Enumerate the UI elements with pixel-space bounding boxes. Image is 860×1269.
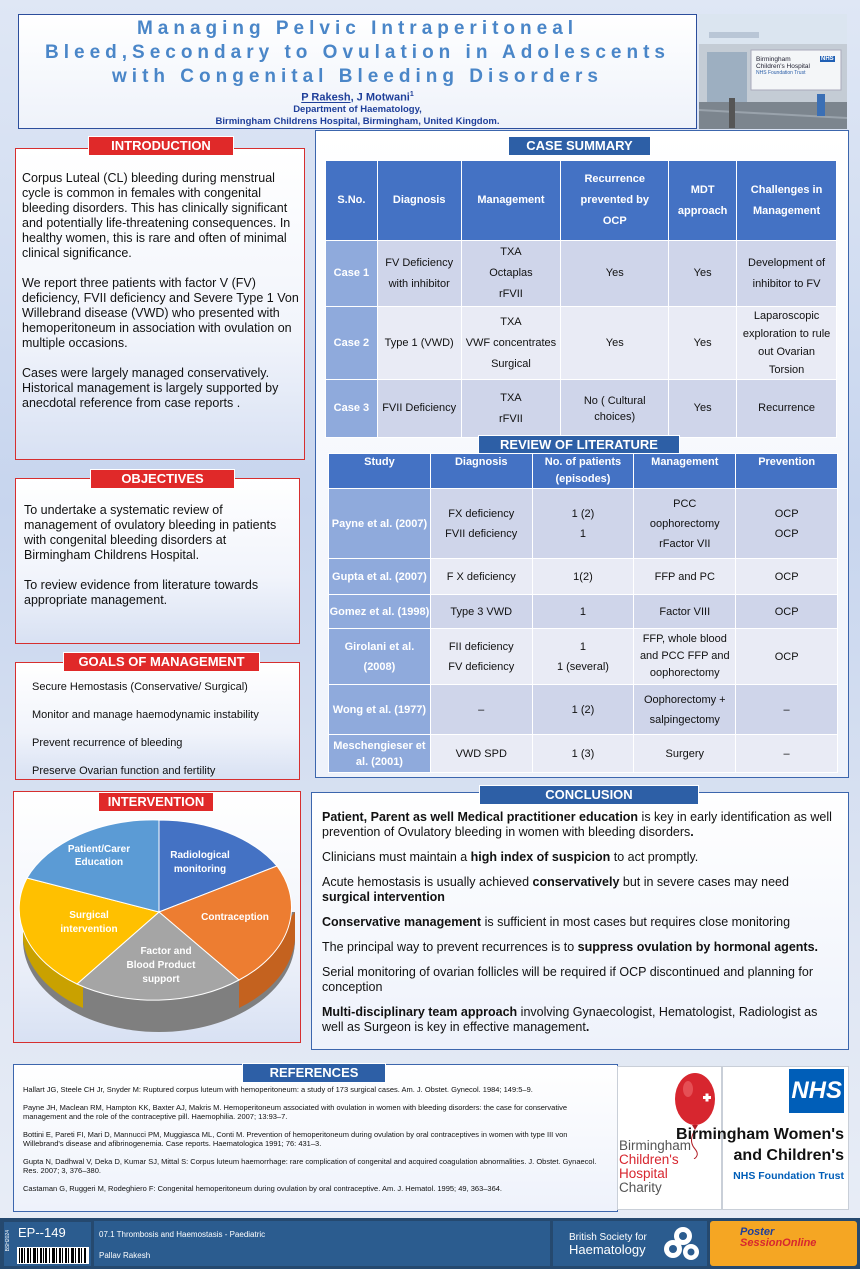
column-header: Management — [461, 161, 561, 241]
study-name: Girolani et al. (2008) — [329, 629, 431, 685]
references-list — [23, 1085, 608, 1201]
patients-item: 1 (several) — [556, 660, 609, 673]
case-challenges: Recurrence — [737, 380, 837, 438]
case-recurrence: No ( Cultural choices) — [561, 380, 669, 438]
intervention-pie-chart — [13, 808, 301, 1040]
objectives-text — [24, 503, 296, 623]
goals-list — [16, 673, 299, 785]
blood-cells-icon — [661, 1225, 701, 1263]
case-diagnosis: Type 1 (VWD) — [377, 307, 461, 380]
study-management: Factor VIII — [634, 595, 736, 629]
case-recurrence: Yes — [561, 241, 669, 307]
column-header: Diagnosis — [377, 161, 461, 241]
management-item: TXA — [500, 391, 522, 404]
table-row — [326, 307, 837, 380]
study-patients: 1 (2) — [532, 685, 634, 735]
study-diagnosis: – — [430, 685, 532, 735]
diagnosis-item: FX deficiency — [448, 507, 515, 520]
poster-id: EP--149 — [18, 1225, 66, 1240]
patients-item: 1 — [579, 640, 587, 653]
table-row — [329, 489, 838, 559]
study-diagnosis — [430, 629, 532, 685]
case-challenges: Development of inhibitor to FV — [737, 241, 837, 307]
poster-header — [18, 14, 697, 129]
patients-item: 1 — [579, 527, 587, 540]
photo-sign-trust: NHS Foundation Trust — [756, 70, 806, 76]
study-name: Gupta et al. (2007) — [329, 559, 431, 595]
study-patients — [532, 489, 634, 559]
table-row — [329, 595, 838, 629]
references-panel — [13, 1064, 618, 1212]
table-header-row — [326, 161, 837, 241]
author-list — [19, 91, 696, 104]
management-item: Surgical — [491, 357, 531, 370]
conclusion-heading: CONCLUSION — [479, 785, 699, 805]
study-patients: 1(2) — [532, 559, 634, 595]
goals-heading: GOALS OF MANAGEMENT — [63, 652, 260, 672]
reference-item: Bottini E, Pareti FI, Mari D, Mannucci PM, Muggiasca ML, Conti M. Prevention of hemoperitoneum during ovulation by oral contraceptives in women with type III von Willebrand's disease and afibrinogenemia. Case reports. Haematologica 1991; 76: 431–3. — [23, 1129, 568, 1148]
conclusion-paragraph — [322, 850, 840, 865]
column-header: Prevention — [736, 454, 838, 489]
literature-heading: REVIEW OF LITERATURE — [478, 435, 680, 455]
table-row — [326, 380, 837, 438]
case-mdt: Yes — [669, 380, 737, 438]
goal-item: Prevent recurrence of bleeding — [32, 737, 183, 749]
column-header: Recurrence prevented by OCP — [561, 161, 669, 241]
emphasis-text: . — [690, 825, 694, 839]
case-summary-heading: CASE SUMMARY — [508, 136, 651, 156]
study-diagnosis — [430, 489, 532, 559]
case-diagnosis: FVII Deficiency — [377, 380, 461, 438]
table-row — [329, 735, 838, 773]
poster-title — [19, 17, 696, 89]
trust-line-2: and Children's — [733, 1147, 844, 1164]
nhs-logo-badge: NHS — [789, 1069, 844, 1113]
bsh-logo — [553, 1221, 707, 1266]
poster-id-block — [4, 1222, 91, 1266]
study-diagnosis: Type 3 VWD — [430, 595, 532, 629]
study-management: Oophorectomy + salpingectomy — [634, 685, 736, 735]
author-secondary: , J Motwani — [350, 91, 410, 104]
emphasis-text: high index of suspicion — [470, 850, 611, 864]
presenter-name: Pallav Rakesh — [99, 1251, 151, 1260]
case-challenges: Laparoscopic exploration to rule out Ovarian Torsion — [737, 307, 837, 380]
reference-item: Hallart JG, Steele CH Jr, Snyder M: Ruptured corpus luteum with hemoperitoneum: a study of 173 surgical cases. Am. J. Obstet. Gynecol. 1984; 149:5–9. — [23, 1085, 533, 1094]
photo-sign — [756, 56, 810, 77]
body-text: is sufficient in most cases but requires close monitoring — [481, 915, 791, 929]
conclusion-panel — [311, 792, 849, 1050]
introduction-paragraph: Cases were largely managed conservatively. Historical management is largely supported by anecdotal reference from case reports . — [22, 366, 279, 410]
management-item: VWF concentrates — [465, 336, 557, 349]
study-name: Gomez et al. (1998) — [329, 595, 431, 629]
pso-line-1: Poster — [740, 1226, 775, 1238]
emphasis-text: conservatively — [532, 875, 620, 889]
hospital-photo — [699, 14, 847, 129]
introduction-text — [22, 171, 302, 426]
objectives-paragraph: To review evidence from literature towards appropriate management. — [24, 578, 259, 607]
case-mdt: Yes — [669, 307, 737, 380]
diagnosis-item: FV deficiency — [448, 660, 515, 673]
pso-logo-text — [740, 1227, 816, 1249]
study-management: Surgery — [634, 735, 736, 773]
column-header: Management — [634, 454, 736, 489]
study-patients: 1 (3) — [532, 735, 634, 773]
reference-item: Payne JH, Maclean RM, Hampton KK, Baxter AJ, Makris M. Hemoperitoneum associated with ovulation in women with bleeding disorders: the case for conservative management and the role of the contraceptive pill. Haemophilia. 2007; 13:93–7. — [23, 1102, 567, 1121]
body-text: The principal way to prevent recurrences is to — [322, 940, 578, 954]
photo-nhs-badge: NHS — [821, 56, 834, 62]
body-text: Acute hemostasis is usually achieved — [322, 875, 533, 889]
slice-label-surgical: Surgical — [69, 910, 109, 921]
photo-sign-line-2: Children's Hospital — [756, 63, 810, 70]
study-prevention: OCP — [736, 595, 838, 629]
institution: Birmingham Childrens Hospital, Birmingham, United Kingdom. — [215, 115, 500, 127]
table-row — [329, 559, 838, 595]
case-summary-table — [325, 160, 837, 438]
column-header: Challenges in Management — [737, 161, 837, 241]
study-patients — [532, 629, 634, 685]
photo-sign-line-1: Birmingham — [756, 56, 791, 63]
conclusion-paragraph — [322, 1005, 840, 1035]
conclusion-text — [322, 810, 840, 1045]
body-text: involving Gynaecologist, Hematologist, Radiologist as well as Surgeon is key in effective management — [322, 1005, 818, 1034]
case-management — [461, 307, 561, 380]
study-management: PCC oophorectomy rFactor VII — [634, 489, 736, 559]
body-text: but in severe cases may need — [619, 875, 789, 889]
slice-label-patient-education: Patient/Carer — [67, 844, 131, 855]
charity-line-1: Birmingham — [619, 1138, 692, 1153]
reference-item: Castaman G, Ruggeri M, Rodeghiero F: Congenital hemoperitoneum during ovulation by oral contraceptive. Am. J. Hematol. 1995; 49, 363–364. — [23, 1183, 503, 1193]
nhs-trust-logo — [676, 1066, 849, 1210]
introduction-paragraph: Corpus Luteal (CL) bleeding during menstrual cycle is common in females with congenital bleeding disorders. This has clinically significant and potentially life-threatening consequences. In healthy women, this is rare and often of minimal clinical significance. — [22, 171, 291, 260]
goal-item: Secure Hemostasis (Conservative/ Surgical) — [32, 681, 248, 693]
emphasis-text: . — [585, 1020, 590, 1034]
study-diagnosis: F X deficiency — [430, 559, 532, 595]
body-text: to act promptly. — [610, 850, 699, 864]
patients-item: 1 (2) — [571, 507, 595, 520]
emphasis-text: surgical intervention — [322, 890, 445, 904]
case-management — [461, 241, 561, 307]
study-name: Meschengieser et al. (2001) — [329, 735, 431, 773]
conclusion-paragraph — [322, 940, 840, 955]
table-row — [329, 629, 838, 685]
management-item: Octaplas — [489, 267, 533, 279]
references-heading: REFERENCES — [242, 1063, 386, 1083]
column-header: MDT approach — [669, 161, 737, 241]
session-title: 07.1 Thrombosis and Haemostasis - Paediatric — [99, 1230, 266, 1239]
table-row — [326, 241, 837, 307]
department: Department of Haematology, — [293, 103, 422, 115]
title-line-1: Managing Pelvic Intraperitoneal — [136, 18, 579, 39]
trust-line-1: Birmingham Women's — [676, 1126, 844, 1143]
emphasis-text: Conservative management — [322, 915, 482, 929]
bsh-logo-text — [569, 1232, 647, 1256]
goals-panel — [15, 662, 300, 780]
introduction-paragraph: We report three patients with factor V (FV) deficiency, FVII deficiency and Severe Type 1 Von Willebrand disease (VWD) who presented with hemoperitoneum in association with ovulation on multiple occasions. — [22, 276, 299, 350]
conclusion-paragraph — [322, 810, 840, 840]
pso-line-2: SessionOnline — [740, 1237, 817, 1249]
reference-item: Gupta N, Dadhwal V, Deka D, Kumar SJ, Mittal S: Corpus luteum haemorrhage: rare complication of congenital and acquired coagulation abnormalities. J. Obstet. Gynaecol. Res. 2007; 3, 376–380. — [23, 1156, 597, 1175]
author-affiliation-mark: 1 — [409, 91, 414, 98]
author-primary: P Rakesh — [301, 91, 351, 104]
slice-label-radiological: Radiological — [170, 850, 230, 861]
management-item: TXA — [500, 315, 522, 328]
conclusion-paragraph — [322, 965, 840, 995]
objectives-paragraph: To undertake a systematic review of management of ovulatory bleeding in patients with congenital bleeding disorders at Birmingham Childrens Hospital. — [24, 503, 277, 562]
column-header: No. of patients (episodes) — [532, 454, 634, 489]
slice-label-surgical-2: intervention — [60, 924, 118, 935]
charity-line-3: Charity — [619, 1180, 662, 1195]
slice-label-factor-2: Blood Product — [126, 960, 196, 971]
bsh-line-1: British Society for — [569, 1232, 647, 1243]
objectives-panel — [15, 478, 300, 644]
diagnosis-item: FII deficiency — [448, 640, 514, 653]
session-block — [94, 1221, 550, 1266]
management-item: TXA — [500, 246, 522, 258]
poster-side-code: BSH2024 — [5, 1230, 11, 1252]
intervention-heading: INTERVENTION — [98, 792, 214, 812]
study-prevention: – — [736, 685, 838, 735]
study-diagnosis: VWD SPD — [430, 735, 532, 773]
study-prevention: – — [736, 735, 838, 773]
literature-table — [328, 453, 838, 773]
study-name: Payne et al. (2007) — [329, 489, 431, 559]
poster-session-online-logo — [710, 1221, 857, 1266]
study-management: FFP, whole blood and PCC FFP and oophorectomy — [634, 629, 736, 685]
case-mdt: Yes — [669, 241, 737, 307]
table-header-row — [329, 454, 838, 489]
barcode-icon — [17, 1247, 89, 1264]
study-prevention: OCP — [736, 559, 838, 595]
column-header: Study — [329, 454, 431, 489]
study-patients: 1 — [532, 595, 634, 629]
objectives-heading: OBJECTIVES — [90, 469, 235, 489]
introduction-heading: INTRODUCTION — [88, 136, 234, 156]
column-header: Diagnosis — [430, 454, 532, 489]
table-row — [329, 685, 838, 735]
column-header: S.No. — [326, 161, 378, 241]
body-text: is key in early identification as well prevention of Ovulatory bleeding in women with bleeding disorders — [322, 810, 832, 839]
case-id: Case 1 — [326, 241, 378, 307]
trust-line-3: NHS Foundation Trust — [733, 1170, 844, 1182]
case-diagnosis: FV Deficiency with inhibitor — [377, 241, 461, 307]
case-management — [461, 380, 561, 438]
prevention-item: OCP — [774, 527, 799, 540]
diagnosis-item: FVII deficiency — [445, 527, 518, 540]
case-id: Case 3 — [326, 380, 378, 438]
emphasis-text: suppress ovulation by hormonal agents. — [577, 940, 818, 954]
management-item: rFVII — [499, 412, 523, 425]
study-name: Wong et al. (1977) — [329, 685, 431, 735]
study-prevention: OCP — [736, 629, 838, 685]
emphasis-text: Patient, Parent as well Medical practitioner education — [322, 810, 639, 824]
prevention-item: OCP — [774, 507, 799, 520]
slice-label-patient-education-2: Education — [74, 857, 124, 868]
conclusion-paragraph — [322, 875, 840, 905]
charity-line-2: Children's Hospital — [619, 1152, 679, 1181]
study-management: FFP and PC — [634, 559, 736, 595]
conclusion-paragraph — [322, 915, 840, 930]
case-id: Case 2 — [326, 307, 378, 380]
slice-label-contraception: Contraception — [201, 912, 269, 923]
slice-label-radiological-2: monitoring — [173, 864, 227, 875]
goal-item: Monitor and manage haemodynamic instability — [32, 709, 259, 721]
study-prevention — [736, 489, 838, 559]
management-item: rFVII — [499, 288, 523, 300]
nhs-trust-text — [676, 1124, 844, 1187]
emphasis-text: Multi-disciplinary team approach — [322, 1005, 518, 1019]
case-recurrence: Yes — [561, 307, 669, 380]
slice-label-factor: Factor and — [140, 946, 192, 957]
body-text: Serial monitoring of ovarian follicles will be required if OCP discontinued and planning for conception — [322, 965, 814, 994]
goal-item: Preserve Ovarian function and fertility — [32, 765, 216, 777]
body-text: Clinicians must maintain a — [322, 850, 471, 864]
title-line-3: with Congenital Bleeding Disorders — [112, 66, 603, 87]
introduction-panel — [15, 148, 305, 460]
slice-label-factor-3: support — [142, 974, 180, 985]
title-line-2: Bleed,Secondary to Ovulation in Adolescents — [45, 42, 670, 63]
poster-footer — [0, 1218, 860, 1269]
bsh-line-2: Haematology — [569, 1242, 646, 1257]
